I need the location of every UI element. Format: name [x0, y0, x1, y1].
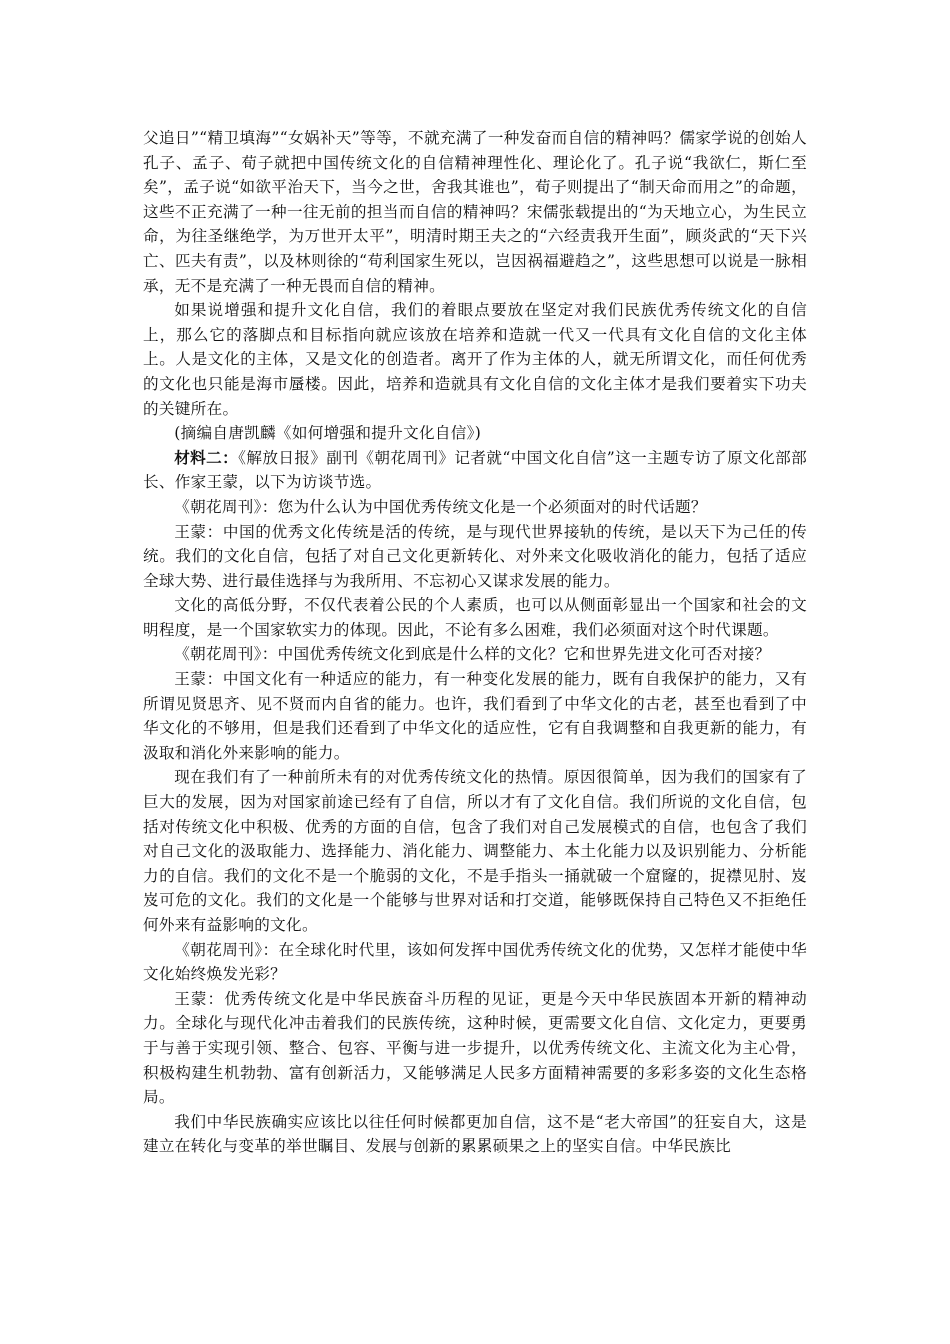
interview-answer: 王蒙：中国的优秀文化传统是活的传统，是与现代世界接轨的传统，是以天下为己任的传统。我们的文化自信，包括了对自己文化更新转化、对外来文化吸收消化的能力，包括了适应全球大势、进行最佳选择与为我所用、不忘初心又谋求发展的能力。 [143, 522, 807, 590]
interview-question: 《朝花周刊》：中国优秀传统文化到底是什么样的文化？它和世界先进文化可否对接？ [174, 645, 771, 664]
interview-answer: 王蒙：优秀传统文化是中华民族奋斗历程的见证，更是今天中华民族固本开新的精神动力。全球化与现代化冲击着我们的民族传统，这种时候，更需要文化自信、文化定力，更要勇于与善于实现引领、整合、包容、平衡与进一步提升，以优秀传统文化、主流文化为主心骨，积极构建生机勃勃、富有创新活力，又能够满足人民多方面精神需要的多彩多姿的文化生态格局。 [143, 989, 807, 1107]
paragraph-continued: 父追日”“精卫填海”“女娲补天”等等，不就充满了一种发奋而自信的精神吗？儒家学说的创始人孔子、孟子、荀子就把中国传统文化的自信精神理性化、理论化了。孔子说“我欲仁，斯仁至矣”，孟子说“如欲平治天下，当今之世，舍我其谁也”，荀子则提出了“制天命而用之”的命题，这些不正充满了一种一往无前的担当而自信的精神吗？宋儒张载提出的“为天地立心，为生民立命，为往圣继绝学，为万世开太平”，明清时期王夫之的“六经责我开生面”，顾炎武的“天下兴亡、匹夫有责”，以及林则徐的“苟利国家生死以，岂因祸福避趋之”，这些思想可以说是一脉相承，无不是充满了一种无畏而自信的精神。 [143, 129, 807, 295]
paragraph: 如果说增强和提升文化自信，我们的着眼点要放在坚定对我们民族优秀传统文化的自信上，那么它的落脚点和目标指向就应该放在培养和造就一代又一代具有文化自信的文化主体上。人是文化的主体，又是文化的创造者。离开了作为主体的人，就无所谓文化，而任何优秀的文化也只能是海市蜃楼。因此，培养和造就具有文化自信的文化主体才是我们要着实下功夫的关键所在。 [143, 301, 807, 418]
document-page [143, 126, 807, 1159]
material-intro-text: 《解放日报》副刊《朝花周刊》记者就“中国文化自信”这一主题专访了原文化部部长、作家王蒙，以下为访谈节选。 [143, 448, 807, 492]
interview-answer: 王蒙：中国文化有一种适应的能力，有一种变化发展的能力，既有自我保护的能力，又有所谓见贤思齐、见不贤而内自省的能力。也许，我们看到了中华文化的古老，甚至也看到了中华文化的不够用，但是我们还看到了中华文化的适应性，它有自我调整和自我更新的能力，有汲取和消化外来影响的能力。 [143, 670, 807, 762]
interview-question: 《朝花周刊》：您为什么认为中国优秀传统文化是一个必须面对的时代话题？ [174, 497, 707, 516]
material-label: 材料二： [174, 447, 239, 467]
interview-answer: 文化的高低分野，不仅代表着公民的个人素质，也可以从侧面彰显出一个国家和社会的文明程度，是一个国家软实力的体现。因此，不论有多么困难，我们必须面对这个时代课题。 [143, 596, 807, 639]
source-citation: (摘编自唐凯麟《如何增强和提升文化自信》) [174, 424, 482, 443]
material-two-intro [143, 446, 807, 495]
interview-question: 《朝花周刊》：在全球化时代里，该如何发挥中国优秀传统文化的优势，又怎样才能使中华文化始终焕发光彩？ [143, 940, 807, 984]
interview-answer: 现在我们有了一种前所未有的对优秀传统文化的热情。原因很简单，因为我们的国家有了巨大的发展，因为对国家前途已经有了自信，所以才有了文化自信。我们所说的文化自信，包括对传统文化中积极、优秀的方面的自信，包含了我们对自己发展模式的自信，也包含了我们对自己文化的汲取能力、选择能力、消化能力、调整能力、本土化能力以及识别能力、分析能力的自信。我们的文化不是一个脆弱的文化，不是手指头一捅就破一个窟窿的，捉襟见肘、岌岌可危的文化。我们的文化是一个能够与世界对话和打交道，能够既保持自己特色又不拒绝任何外来有益影响的文化。 [143, 768, 807, 934]
interview-answer: 我们中华民族确实应该比以往任何时候都更加自信，这不是“老大帝国”的狂妄自大，这是建立在转化与变革的举世瞩目、发展与创新的累累硕果之上的坚实自信。中华民族比 [143, 1112, 807, 1156]
